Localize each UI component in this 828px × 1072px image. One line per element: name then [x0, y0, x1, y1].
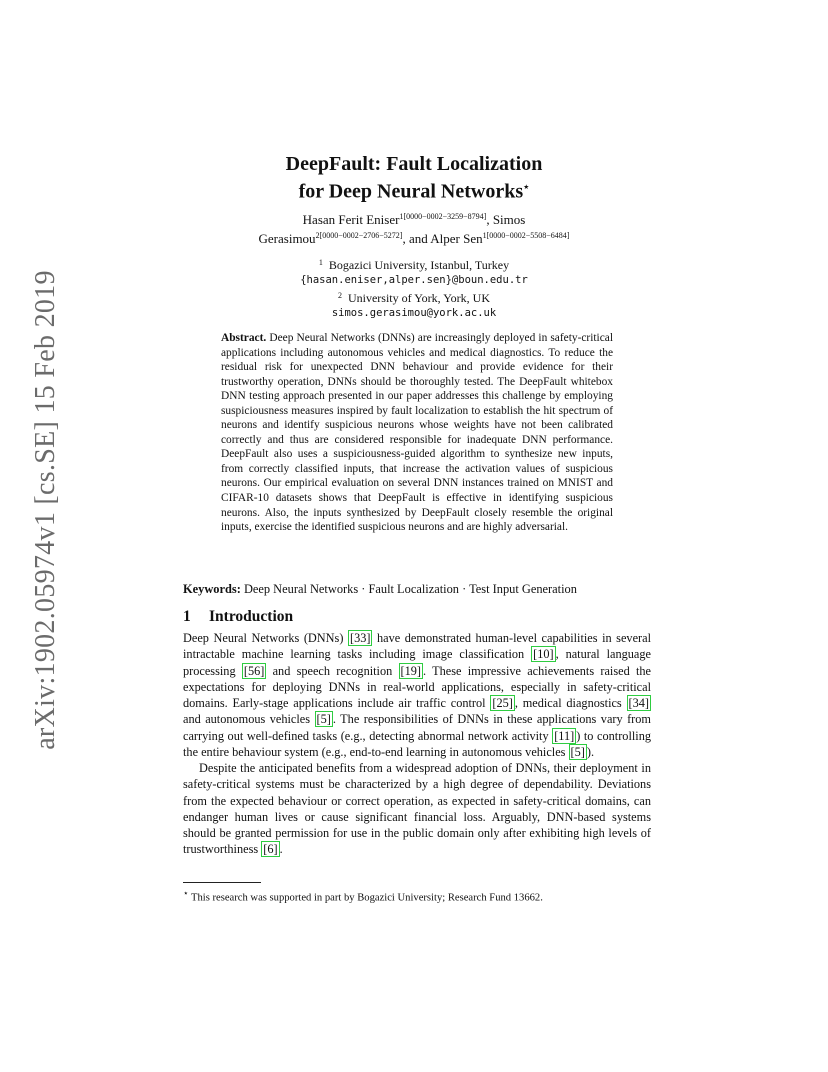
footnote-mark: ⋆ — [183, 888, 189, 898]
text-run: ) to controlling the entire behaviour system (e.g., end-to-end learning in autonomous vehicles — [183, 728, 651, 759]
citation-link[interactable]: [33] — [349, 631, 371, 645]
affiliation-1-number: 1 — [318, 258, 323, 267]
author-gerasimou-last: Gerasimou — [258, 231, 316, 246]
abstract-text: Deep Neural Networks (DNNs) are increasingly deployed in safety-critical applications including autonomous vehicles and medical diagnostics. To reduce the residual risk for unexpected DNN behaviour and provide evidence for their trustworthy operation, DNNs should be thoroughly tested. The DeepFault whitebox DNN testing approach presented in our paper addresses this challenge by employing suspiciousness measures inspired by fault localization to establish the hit spectrum of neurons and identify suspicious neurons whose weights have not been calibrated correctly and thus are considered responsible for inadequate DNN performance. DeepFault also uses a suspiciousness-guided algorithm to synthesize new inputs, from correctly classified inputs, that increase the activation values of suspicious neurons. Our empirical evaluation on several DNN instances trained on MNIST and CIFAR-10 datasets shows that DeepFault is effective in identifying suspicious neurons. Also, the inputs synthesized by DeepFault closely resemble the original inputs, exercise the identified suspicious neurons and are highly adversarial. — [221, 332, 613, 534]
author-eniser-orcid[interactable]: [0000−0002−3259−8794] — [403, 212, 487, 221]
citation-link[interactable]: [6] — [263, 842, 278, 857]
author-list — [160, 209, 668, 247]
text-run: Despite the anticipated benefits from a widespread adoption of DNNs, their deployment in safety-critical systems must be characterized by a high degree of dependability. Deviations from the expected behaviour or correct operation, as expected in safety-critical domains, can endanger human lives or cause significant financial loss. Arguably, DNN-based systems should be granted permission for use in the public domain only after exhibiting high levels of trustworthiness — [183, 761, 651, 857]
author-gerasimou-affil: 2 — [315, 231, 320, 240]
footnote-rule — [183, 882, 261, 883]
title-line-2-text: for Deep Neural Networks — [298, 180, 524, 203]
author-separator: , and — [402, 231, 431, 246]
section-title: Introduction — [209, 608, 294, 625]
intro-body — [183, 630, 651, 858]
arxiv-sidebar — [16, 270, 76, 750]
affiliation-2 — [0, 288, 828, 306]
email-2[interactable]: simos.gerasimou@york.ac.uk — [331, 307, 497, 319]
author-sen-orcid[interactable]: [0000−0002−5508−6484] — [486, 231, 570, 240]
email-1[interactable]: {hasan.eniser,alper.sen}@boun.edu.tr — [300, 274, 528, 286]
text-run: . These impressive achievements raised the expectations for deploying DNNs in real-world applications, especially in safety-critical domains. Early-stage applications include air traffic control — [183, 663, 651, 710]
paper-title — [0, 152, 828, 204]
citation-link[interactable]: [10] — [533, 647, 554, 662]
section-number: 1 — [183, 608, 191, 625]
author-line-2 — [160, 228, 668, 247]
affiliation-2-number: 2 — [337, 291, 342, 300]
title-footnote-mark: ⋆ — [523, 182, 530, 193]
citation-link[interactable]: [56] — [243, 663, 265, 678]
text-run: , natural language processing — [183, 647, 651, 678]
title-line-2 — [0, 176, 828, 204]
text-run: and speech recognition — [266, 663, 399, 678]
arxiv-identifier: arXiv:1902.05974v1 [cs.SE] 15 Feb 2019 — [30, 270, 61, 750]
author-gerasimou-orcid[interactable]: [0000−0002−2706−5272] — [319, 231, 403, 240]
citation-link[interactable]: [19] — [400, 663, 422, 678]
text-run: and autonomous vehicles — [183, 712, 315, 727]
affiliation-1-text: Bogazici University, Istanbul, Turkey — [328, 258, 510, 272]
keywords-text: Deep Neural Networks · Fault Localization · Test Input Generation — [243, 582, 577, 596]
text-run: have demonstrated human-level capabilities in several intractable machine learning tasks including image classification — [183, 631, 651, 662]
affiliation-1 — [0, 255, 828, 273]
author-line-1: Hasan Ferit Eniser$^{1[0000-0002-3259-8794]}$, Simos — [302, 212, 526, 227]
footnote-text: This research was supported in part by Bogazici University; Research Fund 13662. — [191, 892, 543, 904]
author-gerasimou-first: Simos — [492, 212, 526, 227]
keywords — [183, 581, 653, 597]
citation-link[interactable]: [5] — [316, 712, 331, 727]
keywords-label: Keywords: — [183, 582, 241, 596]
text-run: ). — [586, 744, 595, 759]
citation-link[interactable]: [25] — [492, 696, 513, 710]
affiliations — [0, 255, 828, 321]
text-run: . The responsibilities of DNNs in these applications vary from carrying out well-defined tasks (e.g., detecting abnormal network activity — [183, 712, 651, 743]
affiliation-2-text: University of York, York, UK — [347, 291, 491, 305]
intro-paragraph-2 — [183, 760, 651, 858]
author-eniser: Hasan Ferit Eniser — [302, 212, 400, 227]
text-run: , medical diagnostics — [514, 696, 627, 710]
text-run: . — [279, 842, 283, 857]
section-heading — [183, 608, 293, 626]
intro-paragraph-1 — [183, 630, 651, 760]
footnote — [183, 886, 653, 906]
abstract — [221, 331, 613, 535]
title-line-1: DeepFault: Fault Localization — [285, 153, 543, 175]
citation-link[interactable]: [11] — [554, 728, 575, 743]
author-eniser-affil: 1 — [399, 212, 404, 221]
author-sen-affil: 1 — [482, 231, 487, 240]
author-sen: Alper Sen — [430, 231, 483, 246]
abstract-label: Abstract. — [221, 332, 267, 344]
citation-link[interactable]: [5] — [570, 744, 585, 759]
text-run: Deep Neural Networks (DNNs) — [183, 631, 348, 645]
citation-link[interactable]: [34] — [628, 696, 649, 710]
